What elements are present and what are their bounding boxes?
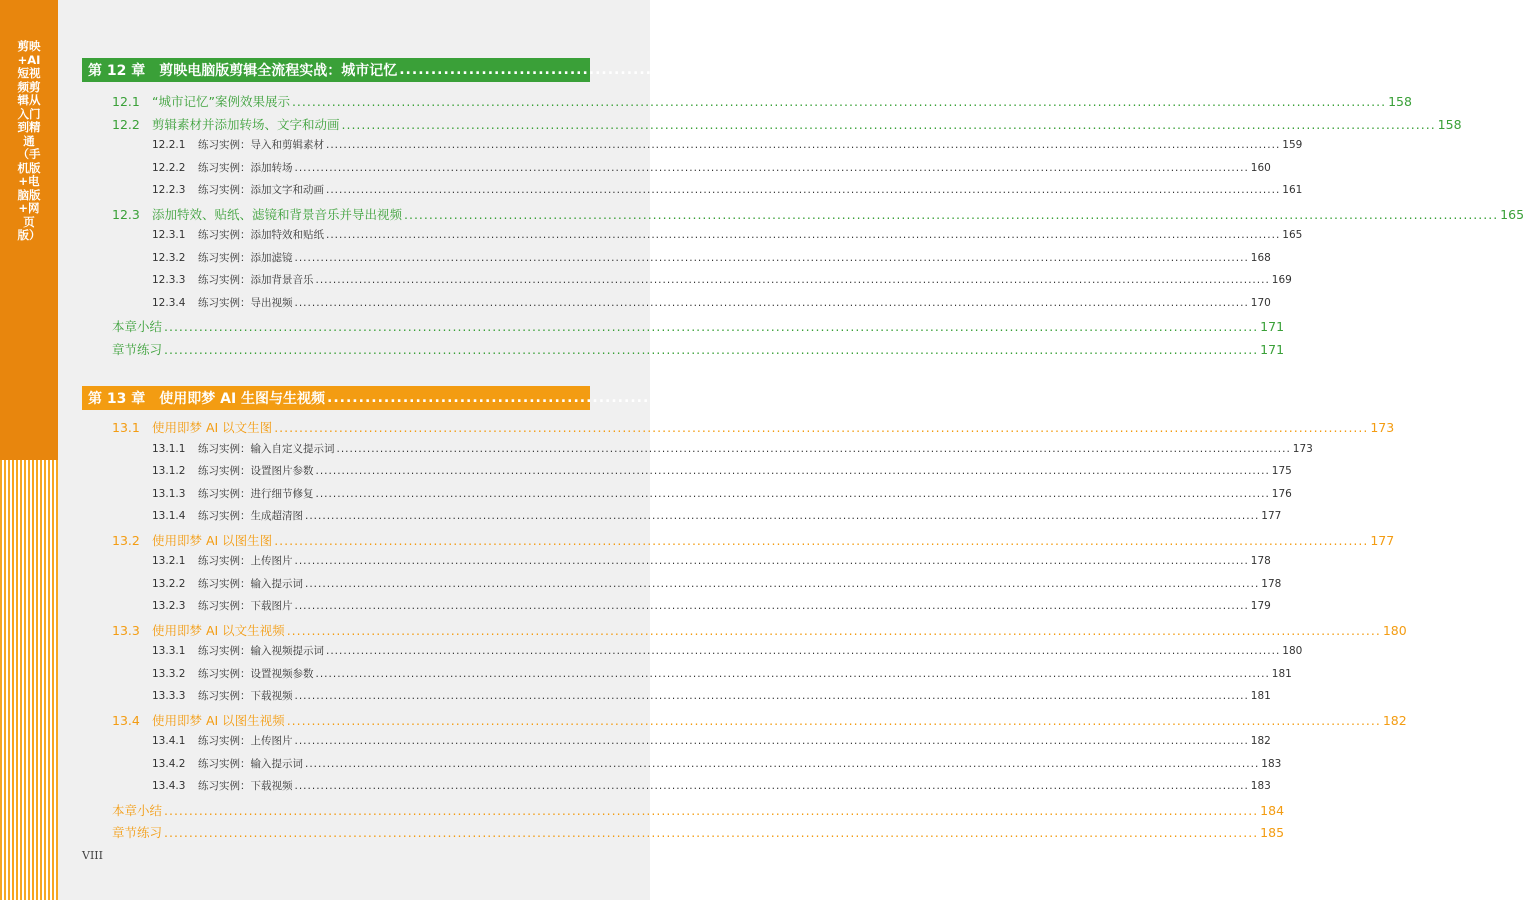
entry-label (152, 553, 293, 568)
leader-dots: ............................................................................................................................................................................................................................ (294, 600, 1249, 612)
entry-title: 本章小结 (112, 319, 163, 334)
entry-number: 13.3.2 (152, 667, 186, 680)
entry-page: 171 (1260, 319, 1285, 334)
entry-page: 165 (1500, 206, 1524, 222)
entry-number: 13.3.3 (152, 690, 186, 702)
entry-number: 13.2.2 (152, 577, 186, 590)
leader-dots: ............................................................................................................................................................................................................................ (404, 206, 1499, 222)
toc-subsection-row[interactable] (152, 182, 1303, 197)
entry-number: 12.2 (112, 116, 140, 132)
entry-number: 13.2.1 (152, 555, 186, 567)
chapter-number: 第 13 章 (88, 391, 146, 407)
entry-number: 13.2 (112, 532, 140, 548)
entry-number: 13.1.1 (152, 442, 186, 455)
toc-subsection-row[interactable] (152, 688, 1271, 703)
entry-label (152, 160, 293, 175)
leader-dots: ............................................................................................................................................................................................................................ (286, 712, 1381, 728)
toc-section-row[interactable] (112, 92, 1412, 110)
entry-label (152, 733, 293, 748)
entry-page: 173 (1370, 420, 1395, 435)
chapter-12-header[interactable] (82, 58, 886, 82)
toc-subsection-row[interactable] (152, 643, 1303, 658)
leader-dots: ............................................................................................................................................................................................................................ (305, 510, 1260, 522)
entry-title: 练习实例：输入提示词 (198, 757, 303, 770)
leader-dots: ............................................................................................................................................................................................................................ (164, 341, 1259, 357)
page-number: VIII (82, 849, 103, 862)
entry-page: 169 (1271, 274, 1292, 286)
leader-dots: ............................................................................................................................................................................................................................ (336, 442, 1291, 455)
leader-dots: ........................................................................ (327, 390, 782, 406)
chapter-page: 157 (856, 62, 886, 78)
leader-dots: ............................................................................................................................................................................................................................ (274, 420, 1369, 435)
entry-number: 13.4.2 (152, 757, 186, 770)
entry-page: 171 (1260, 341, 1285, 357)
entry-label (112, 823, 162, 841)
entry-label (152, 227, 324, 242)
leader-dots: ............................................................................................................................................................................................................................ (315, 487, 1270, 500)
entry-label (152, 598, 293, 613)
entry-page: 181 (1250, 690, 1271, 702)
entry-title: 本章小结 (112, 802, 163, 818)
entry-page: 183 (1261, 757, 1282, 770)
entry-title: 练习实例：导出视频 (198, 296, 293, 309)
entry-number: 13.2.3 (152, 600, 186, 612)
leader-dots: ............................................................................................................................................................................................................................ (326, 139, 1281, 151)
entry-page: 182 (1250, 735, 1271, 747)
leader-dots: ............................................................................................................................................................................................................................ (164, 825, 1259, 840)
entry-label (112, 801, 162, 819)
entry-title: 练习实例：输入提示词 (198, 577, 303, 590)
leader-dots: ............................................................................................................................................................................................................................ (341, 116, 1436, 132)
entry-number: 13.1 (112, 420, 140, 435)
entry-label (152, 643, 324, 658)
entry-title: 练习实例：设置图片参数 (198, 465, 314, 477)
leader-dots: ............................................................................................................................................................................................................................ (305, 757, 1260, 770)
chapter-title: 使用即梦 AI 生图与生视频 (159, 391, 326, 407)
entry-label (112, 205, 402, 223)
entry-page: 184 (1260, 802, 1285, 818)
leader-dots: ............................................................................................................................................................................................................................ (294, 690, 1249, 702)
entry-page: 181 (1271, 667, 1292, 680)
entry-title: 添加特效、贴纸、滤镜和背景音乐并导出视频 (152, 206, 403, 222)
entry-label (152, 250, 293, 265)
entry-page: 159 (1282, 139, 1303, 151)
toc-subsection-row[interactable] (152, 272, 1292, 287)
entry-page: 173 (1292, 442, 1313, 455)
entry-page: 168 (1250, 251, 1271, 264)
side-spine (0, 0, 58, 900)
chapter-page: 172 (783, 390, 814, 406)
entry-page: 177 (1370, 532, 1395, 548)
entry-number: 13.1.4 (152, 510, 186, 522)
entry-page: 161 (1282, 184, 1303, 196)
entry-page: 160 (1250, 161, 1271, 174)
entry-label (152, 137, 324, 152)
entry-number: 12.2.2 (152, 161, 186, 174)
entry-number: 12.3.4 (152, 296, 186, 309)
entry-label (112, 92, 290, 110)
entry-title: 练习实例：进行细节修复 (198, 487, 314, 500)
toc-subsection-row[interactable] (152, 756, 1282, 771)
toc-summary-row[interactable] (112, 340, 1285, 358)
entry-page: 179 (1250, 600, 1271, 612)
toc-summary-row[interactable] (112, 823, 1285, 841)
entry-number: 13.3 (112, 622, 140, 638)
entry-number: 12.3.3 (152, 274, 186, 286)
leader-dots: ............................................................................................................................................................................................................................ (294, 780, 1249, 792)
entry-title: 章节练习 (112, 825, 163, 840)
entry-label (152, 272, 314, 287)
toc-summary-row[interactable] (112, 317, 1285, 335)
chapter-title: 剪映电脑版剪辑全流程实战：城市记忆 (159, 63, 398, 79)
entry-title: 使用即梦 AI 以图生图 (152, 532, 273, 548)
entry-page: 165 (1282, 229, 1303, 241)
entry-label (152, 486, 314, 501)
entry-number: 12.3.1 (152, 229, 186, 241)
toc-section-row[interactable] (112, 711, 1407, 729)
entry-label (152, 666, 314, 681)
entry-label (152, 441, 335, 456)
toc-section-row[interactable] (112, 205, 1524, 223)
leader-dots: ............................................................................................................................................................................................................................ (326, 184, 1281, 196)
leader-dots: ............................................................................................................................................................................................................................ (294, 735, 1249, 747)
entry-page: 180 (1282, 645, 1303, 657)
toc-subsection-row[interactable] (152, 227, 1303, 242)
toc-subsection-row[interactable] (152, 441, 1313, 456)
entry-title: 练习实例：添加滤镜 (198, 251, 293, 264)
entry-label (152, 688, 293, 703)
spine-book-title: 剪映+AI短视频剪辑从入门到精通（手机版+电脑版+网页版） (17, 39, 41, 242)
entry-title: 练习实例：输入自定义提示词 (198, 442, 335, 455)
entry-title: “城市记忆”案例效果展示 (152, 94, 290, 109)
entry-page: 180 (1382, 622, 1407, 638)
entry-title: 练习实例：添加背景音乐 (198, 274, 314, 286)
entry-page: 170 (1250, 296, 1271, 309)
entry-label (112, 340, 162, 358)
toc-section-row[interactable] (112, 418, 1395, 436)
toc-section-row[interactable] (112, 115, 1462, 133)
leader-dots: ............................................................................................................................................................................................................................ (164, 319, 1259, 334)
leader-dots: ............................................................................................................................................................................................................................ (291, 94, 1387, 109)
entry-number: 13.4.3 (152, 780, 186, 792)
entry-title: 练习实例：上传图片 (198, 555, 293, 567)
leader-dots: ............................................................................................................................................................................................................................ (305, 577, 1260, 590)
entry-label (112, 418, 272, 436)
entry-label (152, 778, 293, 793)
entry-title: 练习实例：生成超清图 (198, 510, 303, 522)
toc-subsection-row[interactable] (152, 486, 1292, 501)
entry-title: 练习实例：输入视频提示词 (198, 645, 324, 657)
leader-dots: ............................................................................................................................................................................................................................ (326, 229, 1281, 241)
entry-title: 练习实例：上传图片 (198, 735, 293, 747)
entry-title: 练习实例：添加转场 (198, 161, 293, 174)
entry-page: 158 (1388, 94, 1412, 109)
entry-page: 158 (1437, 116, 1462, 132)
leader-dots: ............................................................................................................................................................................................................................ (164, 802, 1259, 818)
entry-page: 182 (1382, 712, 1407, 728)
entry-number: 13.1.2 (152, 465, 186, 477)
leader-dots: ............................................................................................................................................................................................................................ (315, 274, 1270, 286)
entry-label (152, 508, 303, 523)
leader-dots: ............................................................................................................................................................................................................................ (326, 645, 1281, 657)
toc-subsection-row[interactable] (152, 778, 1271, 793)
entry-title: 练习实例：下载视频 (198, 690, 293, 702)
toc-subsection-row[interactable] (152, 137, 1303, 152)
spine-stripes (0, 460, 58, 900)
leader-dots: ............................................................................................................................................................................................................................ (315, 667, 1270, 680)
toc-summary-row[interactable] (112, 801, 1285, 819)
entry-number: 13.1.3 (152, 487, 186, 500)
entry-number: 12.1 (112, 94, 140, 109)
entry-label (112, 711, 285, 729)
toc-subsection-row[interactable] (152, 598, 1271, 613)
entry-label (112, 531, 272, 549)
entry-page: 178 (1261, 577, 1282, 590)
entry-title: 练习实例：下载图片 (198, 600, 293, 612)
leader-dots: ............................................................................................................................................................................................................................ (294, 161, 1249, 174)
toc-subsection-row[interactable] (152, 160, 1271, 175)
entry-number: 12.3 (112, 206, 140, 222)
toc-subsection-row[interactable] (152, 295, 1271, 310)
entry-page: 176 (1271, 487, 1292, 500)
entry-number: 13.4 (112, 712, 140, 728)
entry-page: 185 (1260, 825, 1285, 840)
leader-dots: ............................................................................................................................................................................................................................ (294, 251, 1249, 264)
toc-subsection-row[interactable] (152, 250, 1271, 265)
leader-dots: ............................................................................................................................................................................................................................ (294, 555, 1249, 567)
entry-label (112, 621, 285, 639)
entry-title: 剪辑素材并添加转场、文字和动画 (152, 116, 340, 132)
leader-dots: ............................................................................................................................................................................................................................ (315, 465, 1270, 477)
entry-number: 12.2.1 (152, 139, 186, 151)
entry-label (152, 576, 303, 591)
entry-page: 177 (1261, 510, 1282, 522)
chapter-number: 第 12 章 (88, 63, 146, 79)
entry-label (112, 115, 340, 133)
leader-dots: ........................................................................ (399, 62, 855, 78)
entry-title: 练习实例：导入和剪辑素材 (198, 139, 324, 151)
entry-number: 13.3.1 (152, 645, 186, 657)
entry-label (112, 317, 162, 335)
entry-title: 使用即梦 AI 以文生图 (152, 420, 273, 435)
entry-label (152, 295, 293, 310)
entry-title: 练习实例：设置视频参数 (198, 667, 314, 680)
entry-title: 使用即梦 AI 以图生视频 (152, 712, 285, 728)
toc-subsection-row[interactable] (152, 576, 1282, 591)
toc-section-row[interactable] (112, 621, 1407, 639)
leader-dots: ............................................................................................................................................................................................................................ (274, 532, 1369, 548)
entry-title: 章节练习 (112, 341, 163, 357)
entry-label (152, 463, 314, 478)
chapter-13-header[interactable] (82, 386, 814, 410)
entry-title: 练习实例：添加文字和动画 (198, 184, 324, 196)
toc-subsection-row[interactable] (152, 733, 1271, 748)
entry-number: 12.3.2 (152, 251, 186, 264)
entry-title: 练习实例：添加特效和贴纸 (198, 229, 324, 241)
toc-subsection-row[interactable] (152, 666, 1292, 681)
entry-number: 12.2.3 (152, 184, 186, 196)
toc-subsection-row[interactable] (152, 463, 1292, 478)
entry-title: 练习实例：下载视频 (198, 780, 293, 792)
entry-label (152, 756, 303, 771)
entry-number: 13.4.1 (152, 735, 186, 747)
leader-dots: ............................................................................................................................................................................................................................ (286, 622, 1381, 638)
entry-label (152, 182, 324, 197)
leader-dots: ............................................................................................................................................................................................................................ (294, 296, 1249, 309)
entry-page: 178 (1250, 555, 1271, 567)
toc-section-row[interactable] (112, 531, 1395, 549)
entry-page: 183 (1250, 780, 1271, 792)
toc-subsection-row[interactable] (152, 553, 1271, 568)
toc-subsection-row[interactable] (152, 508, 1282, 523)
entry-title: 使用即梦 AI 以文生视频 (152, 622, 285, 638)
entry-page: 175 (1271, 465, 1292, 477)
